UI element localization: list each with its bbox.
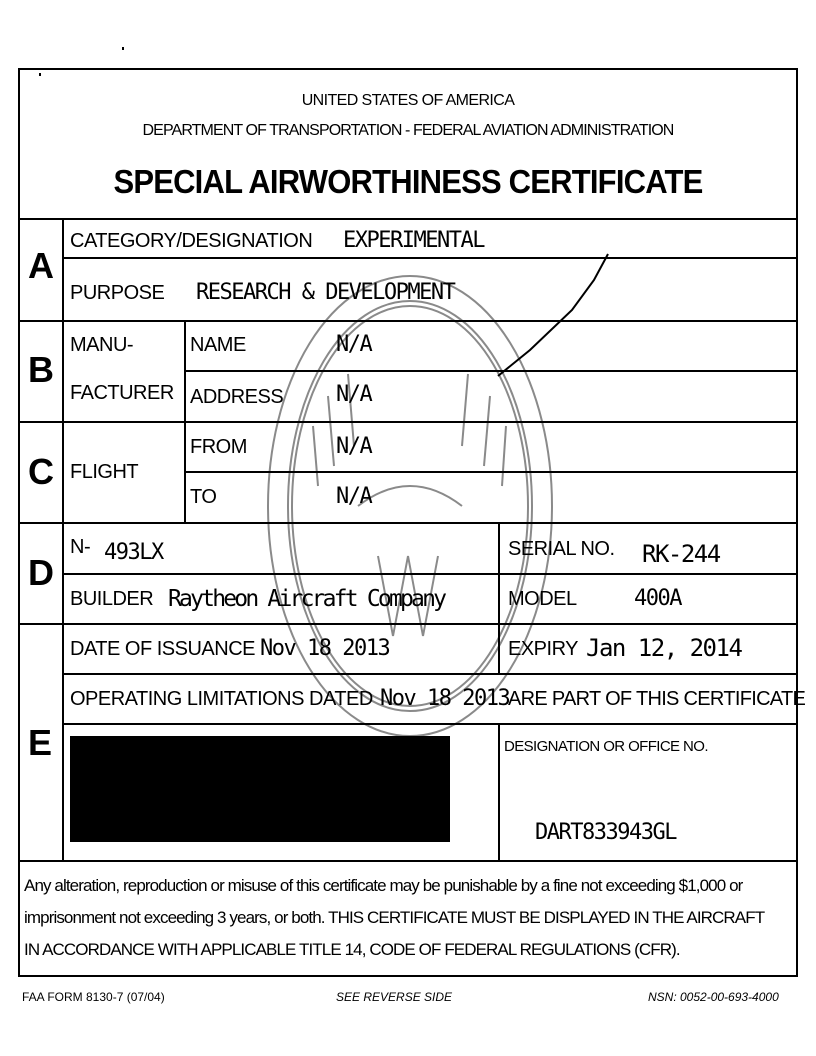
- section-a-letter: A: [28, 245, 54, 286]
- flight-label: FLIGHT: [70, 461, 139, 483]
- legal-notice-line1: Any alteration, reproduction or misuse of this certificate may be punishable by a fine not exceeding $1,000 or: [24, 876, 743, 895]
- form-number: FAA FORM 8130-7 (07/04): [22, 990, 165, 1004]
- section-d-letter: D: [28, 552, 54, 593]
- see-reverse-side: SEE REVERSE SIDE: [336, 990, 453, 1004]
- legal-notice-line2: imprisonment not exceeding 3 years, or both. THIS CERTIFICATE MUST BE DISPLAYED IN THE AIRCRAFT: [24, 908, 765, 927]
- serial-number-label: SERIAL NO.: [508, 538, 615, 560]
- manufacturer-label-line2: FACTURER: [70, 382, 174, 404]
- flight-to-label: TO: [190, 486, 217, 508]
- expiry-label: EXPIRY: [508, 638, 578, 660]
- category-value: EXPERIMENTAL: [343, 228, 484, 253]
- registration-label: N-: [70, 536, 91, 558]
- designation-office-label: DESIGNATION OR OFFICE NO.: [504, 738, 708, 755]
- date-of-issuance-value: Nov 18 2013: [260, 636, 390, 661]
- section-e-letter: E: [28, 722, 53, 763]
- designation-office-value: DART833943GL: [535, 820, 676, 845]
- part-of-certificate-label: ARE PART OF THIS CERTIFICATE: [508, 688, 806, 710]
- expiry-value: Jan 12, 2014: [586, 634, 742, 662]
- model-label: MODEL: [508, 588, 577, 610]
- flight-from-value: N/A: [336, 434, 372, 459]
- builder-label: BUILDER: [70, 588, 154, 610]
- section-b-letter: B: [28, 349, 54, 390]
- manufacturer-address-label: ADDRESS: [190, 386, 284, 408]
- manufacturer-name-label: NAME: [190, 334, 246, 356]
- operating-limitations-label: OPERATING LIMITATIONS DATED: [70, 688, 373, 710]
- header-department: DEPARTMENT OF TRANSPORTATION - FEDERAL AVIATION ADMINISTRATION: [142, 122, 674, 139]
- section-c-letter: C: [28, 451, 54, 492]
- nsn-number: NSN: 0052-00-693-4000: [648, 990, 779, 1004]
- certificate: [18, 68, 806, 977]
- registration-value: 493LX: [104, 540, 163, 565]
- operating-limitations-value: Nov 18 2013: [380, 686, 510, 711]
- certificate-title: SPECIAL AIRWORTHINESS CERTIFICATE: [113, 162, 703, 201]
- manufacturer-label-line1: MANU-: [70, 334, 134, 356]
- manufacturer-address-value: N/A: [336, 382, 372, 407]
- legal-notice-line3: IN ACCORDANCE WITH APPLICABLE TITLE 14, CODE OF FEDERAL REGULATIONS (CFR).: [24, 940, 680, 959]
- flight-to-value: N/A: [336, 484, 372, 509]
- builder-value: Raytheon Aircraft Company: [168, 586, 445, 612]
- redacted-signature-block: [70, 736, 450, 842]
- manufacturer-name-value: N/A: [336, 332, 372, 357]
- scan-speck: [122, 47, 124, 50]
- inspector-signature-stroke: [490, 240, 620, 390]
- flight-from-label: FROM: [190, 436, 247, 458]
- header-country: UNITED STATES OF AMERICA: [301, 92, 515, 109]
- date-of-issuance-label: DATE OF ISSUANCE: [70, 638, 255, 660]
- purpose-value: RESEARCH & DEVELOPMENT: [196, 280, 455, 305]
- purpose-label: PURPOSE: [70, 282, 165, 304]
- category-label: CATEGORY/DESIGNATION: [70, 230, 313, 252]
- serial-number-value: RK-244: [642, 540, 720, 568]
- model-value: 400A: [634, 586, 681, 611]
